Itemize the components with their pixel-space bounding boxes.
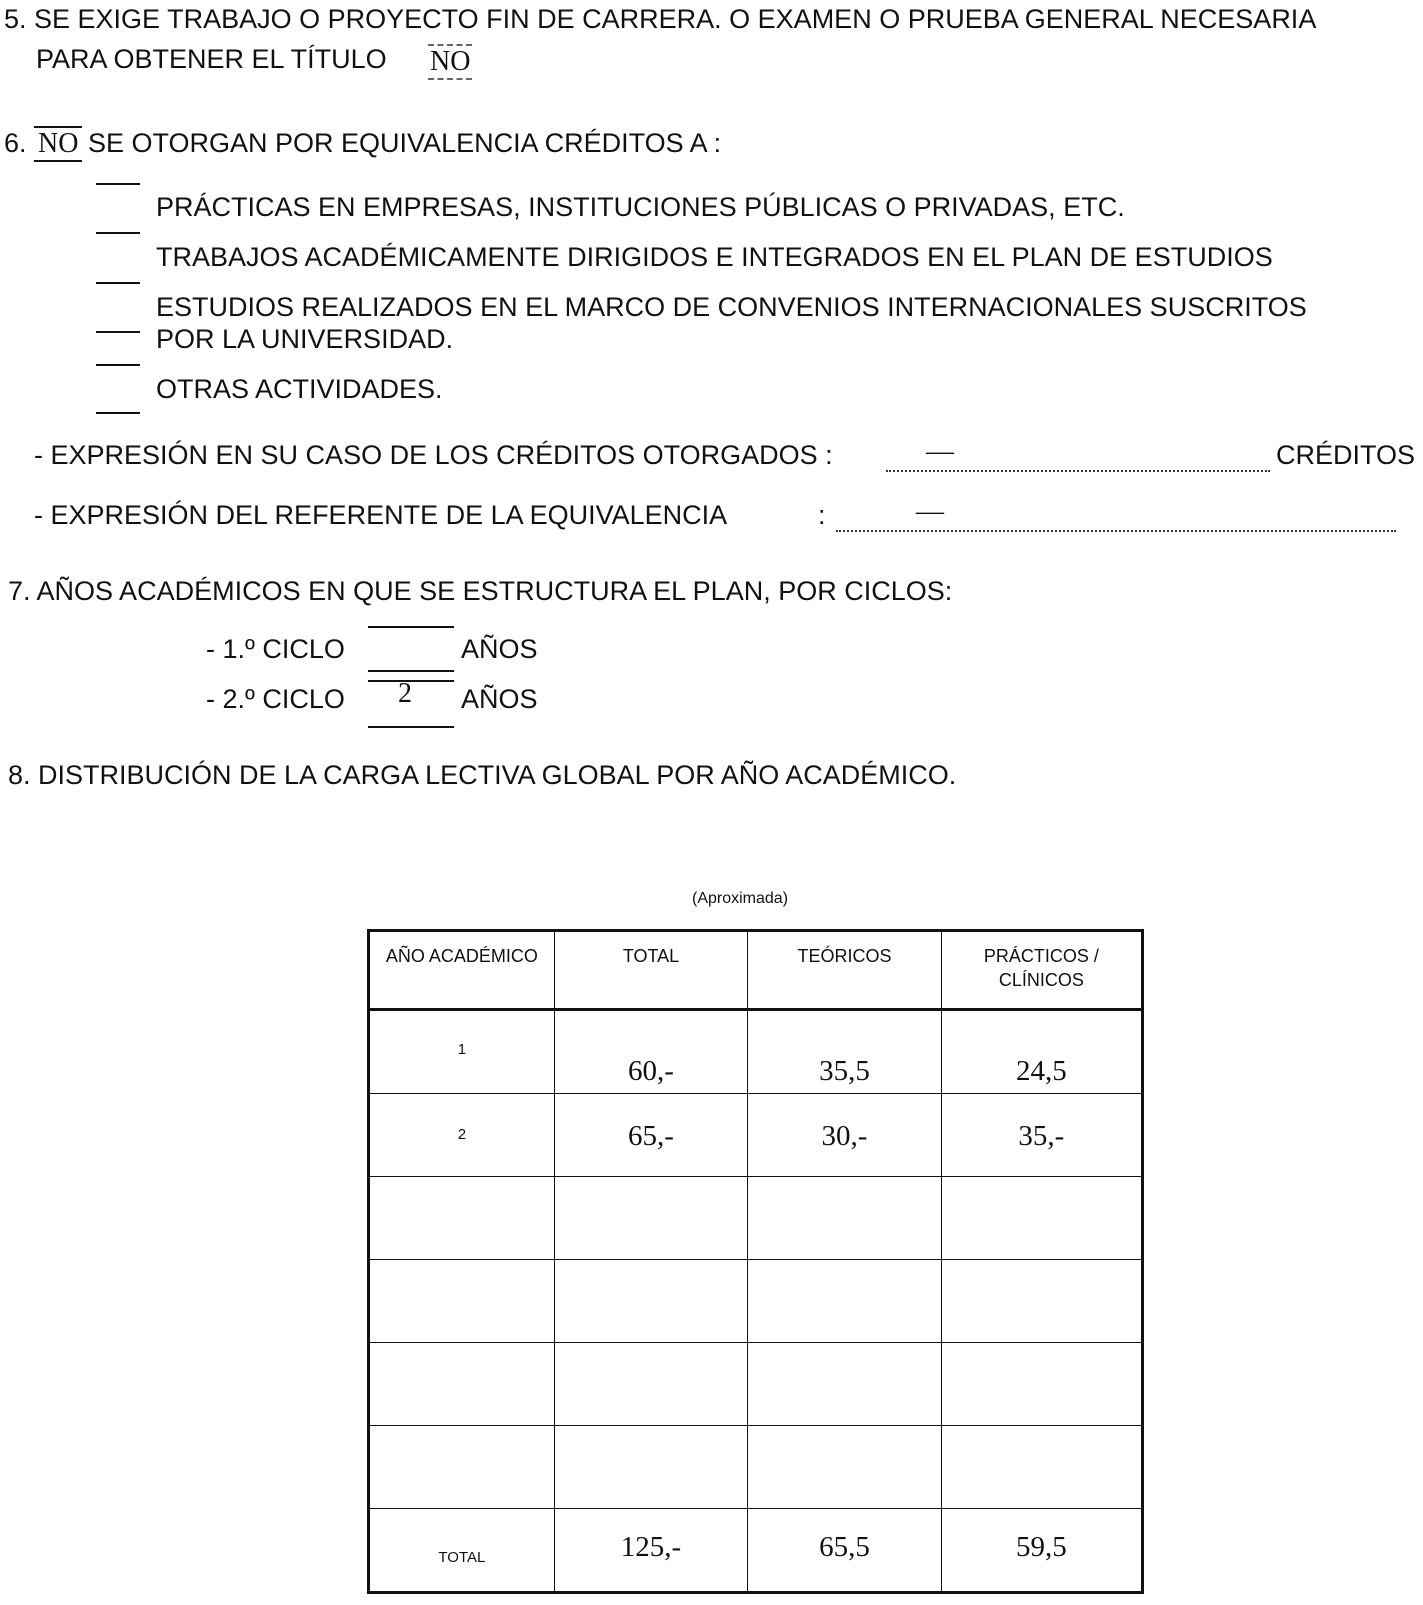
item7-title: 7. AÑOS ACADÉMICOS EN QUE SE ESTRUCTURA EL PLAN, POR CICLOS: (8, 576, 953, 606)
row-total: 60,- (628, 1055, 674, 1087)
checkbox-line (96, 412, 140, 414)
item5-answer: NO (428, 44, 472, 80)
header-practicos: PRÁCTICOS / CLÍNICOS (941, 931, 1142, 1010)
row-year (370, 1343, 554, 1375)
checkbox-line (96, 331, 140, 333)
option-practicas: PRÁCTICAS EN EMPRESAS, INSTITUCIONES PÚBLICAS O PRIVADAS, ETC. (156, 192, 1125, 222)
ciclo2-label: - 2.º CICLO (206, 684, 345, 714)
carga-lectiva-table (367, 929, 1144, 1594)
table-row (369, 1010, 1143, 1094)
ciclo1-line-bottom (368, 670, 454, 672)
item5-line1: 5. SE EXIGE TRABAJO O PROYECTO FIN DE CARRERA. O EXAMEN O PRUEBA GENERAL NECESARIA (4, 4, 1317, 34)
creditos-unit: CRÉDITOS (1276, 440, 1416, 470)
row-practicos: 35,- (1018, 1120, 1065, 1152)
option-otras: OTRAS ACTIVIDADES. (156, 374, 443, 404)
item6-text: SE OTORGAN POR EQUIVALENCIA CRÉDITOS A : (88, 128, 722, 158)
checkbox-line (96, 183, 140, 185)
table-row (369, 1094, 1143, 1177)
option-trabajos: TRABAJOS ACADÉMICAMENTE DIRIGIDOS E INTEGRADOS EN EL PLAN DE ESTUDIOS (156, 242, 1273, 272)
referente-colon: : (818, 500, 826, 530)
total-total: 125,- (620, 1531, 682, 1563)
header-teoricos: TEÓRICOS (748, 931, 942, 1010)
row-year (370, 1177, 554, 1209)
item8-title: 8. DISTRIBUCIÓN DE LA CARGA LECTIVA GLOBAL POR AÑO ACADÉMICO. (8, 760, 957, 790)
ciclo1-line-top (368, 626, 454, 628)
checkbox-line (96, 232, 140, 234)
referente-dotted-line (836, 530, 1396, 532)
row-year (370, 1426, 554, 1458)
table-caption: (Aproximada) (692, 890, 789, 907)
table-total-row (369, 1509, 1143, 1593)
creditos-dotted-line (886, 470, 1270, 472)
row-total: 65,- (628, 1120, 674, 1152)
ciclo1-label: - 1.º CICLO (206, 634, 345, 664)
checkbox-line (96, 282, 140, 284)
option-estudios-cont: POR LA UNIVERSIDAD. (156, 324, 454, 354)
row-practicos: 24,5 (1016, 1055, 1067, 1087)
total-label: TOTAL (438, 1549, 486, 1566)
ciclo2-line-bottom (368, 726, 454, 728)
table-header-row (369, 931, 1143, 1010)
table-row (369, 1177, 1143, 1260)
table-row (369, 1426, 1143, 1509)
row-year: 2 (457, 1126, 467, 1143)
row-teoricos: 35,5 (819, 1055, 870, 1087)
item6-answer: NO (34, 126, 82, 162)
table-row (369, 1260, 1143, 1343)
checkbox-line (96, 364, 140, 366)
row-year: 1 (457, 1041, 467, 1058)
row-year (370, 1260, 554, 1292)
item6-number: 6. (4, 128, 27, 158)
item5-line2: PARA OBTENER EL TÍTULO (36, 44, 387, 74)
ciclo2-value: 2 (398, 678, 412, 709)
option-estudios: ESTUDIOS REALIZADOS EN EL MARCO DE CONVENIOS INTERNACIONALES SUSCRITOS (156, 292, 1307, 322)
creditos-label: - EXPRESIÓN EN SU CASO DE LOS CRÉDITOS OTORGADOS : (34, 440, 833, 470)
table-row (369, 1343, 1143, 1426)
ciclo1-unit: AÑOS (461, 634, 538, 664)
referente-value: — (916, 496, 944, 527)
referente-label: - EXPRESIÓN DEL REFERENTE DE LA EQUIVALENCIA (34, 500, 728, 530)
total-teoricos: 65,5 (819, 1531, 870, 1563)
total-practicos: 59,5 (1016, 1531, 1067, 1563)
ciclo2-unit: AÑOS (461, 684, 538, 714)
row-teoricos: 30,- (821, 1120, 868, 1152)
header-ano-academico: AÑO ACADÉMICO (369, 931, 555, 1010)
creditos-value: — (926, 436, 954, 467)
header-total: TOTAL (554, 931, 748, 1010)
